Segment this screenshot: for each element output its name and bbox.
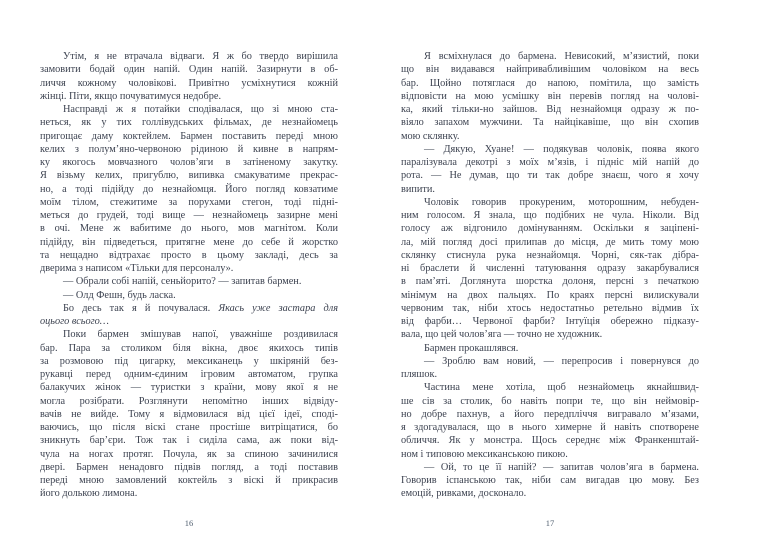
text-segment: ном і типовою мексиканською пикою. — [401, 448, 568, 460]
text-line — [40, 130, 338, 143]
text-segment: келих з полум’яно-червоною рідиною й кивне в напрям- — [40, 143, 338, 155]
text-line — [40, 434, 338, 447]
text-segment: зникнуть бар’єри. Тож так і сиділа сама, аж поки від- — [40, 435, 338, 447]
text-segment: що він видавався найпривабливішим чоловіком на весь — [401, 64, 699, 76]
text-line — [401, 302, 699, 315]
text-line — [401, 236, 699, 249]
text-line — [401, 421, 699, 434]
text-segment: — Дякую, Хуане! — подякував чоловік, поява якого — [424, 143, 699, 155]
text-segment: Утім, я не втрачала відваги. Я ж бо твердо вирішила — [63, 51, 338, 62]
text-line — [401, 156, 699, 169]
text-segment: випити. — [401, 183, 435, 195]
text-segment: в пам’яті. Доглянута шорстка долоня, персні з печаткою — [401, 276, 699, 288]
text-segment: голосу аж відгонило домінуванням. Оскільки я заціпені- — [401, 223, 699, 235]
text-segment: личчя кожному чоловікові. Привітно усміхнутися кожній — [40, 77, 338, 89]
text-line — [40, 183, 338, 196]
text-line — [401, 90, 699, 103]
text-segment: мінімум на двох пальцях. По краях персні вилискували — [401, 289, 699, 301]
text-line — [401, 434, 699, 447]
text-segment: склянку стиснула рука незнайомця. Чорні, сяк-так дібра- — [401, 249, 699, 261]
text-line — [401, 368, 699, 381]
text-line — [401, 381, 699, 394]
text-segment: дверима з написом «Тільки для персоналу». — [40, 263, 234, 274]
text-segment: емоцій, ривками, досконало. — [401, 488, 527, 500]
text-line — [40, 474, 338, 487]
text-line — [401, 355, 699, 368]
text-line — [40, 249, 338, 262]
text-line — [401, 77, 699, 90]
text-segment: — Олд Фешн, будь ласка. — [63, 289, 176, 301]
text-line — [40, 289, 338, 302]
text-segment: неться, як у тих голлівудських фільмах, де незнайомець — [40, 117, 338, 129]
text-line — [40, 169, 338, 182]
text-line — [401, 63, 699, 76]
text-segment: віяло запахом мужчини. Та найцікавіше, що він схопив — [401, 117, 699, 129]
text-line — [40, 355, 338, 368]
text-line — [40, 461, 338, 474]
text-segment: моїм тілом, стежитиме за порухами стегон, тоді підні- — [40, 196, 338, 208]
text-line — [401, 116, 699, 129]
text-line — [401, 169, 699, 182]
text-segment: рукавці перед одним-єдиним ігровим автоматом, групка — [40, 369, 338, 380]
text-line — [40, 209, 338, 222]
text-line — [401, 262, 699, 275]
text-segment: бар. Щойно потяглася до напою, помітила, що замість — [401, 77, 699, 89]
text-segment: ка, який тільки-но зайшов. Від незнайомця одразу ж по- — [401, 104, 699, 115]
text-line — [401, 130, 699, 143]
right-page-text — [401, 50, 699, 501]
text-segment: Я візьму келих, пригублю, випивка смакуватиме прекрас- — [40, 170, 338, 182]
text-segment: могла розібрати. Розглянути непомітно інших відвіду- — [40, 395, 338, 407]
text-line — [401, 289, 699, 302]
text-segment: та нещадно відтрахає просто в цьому закладі, десь за — [40, 249, 338, 261]
text-segment: переді мною замовлений коктейль з віскі й прикрасив — [40, 475, 338, 486]
text-segment: Говорив іспанською так, ніби сам вигадав цю мову. Без — [401, 475, 699, 486]
text-segment: відповісти на мою усмішку він перевів погляд на чолові- — [401, 90, 699, 102]
text-line — [401, 183, 699, 196]
text-line — [401, 196, 699, 209]
text-segment: Бармен прокашлявся. — [424, 342, 519, 354]
text-segment: — Обрали собі напій, сеньйорито? — запитав бармен. — [63, 276, 302, 288]
text-segment: від фарби… Червоної фарби? Інтуїція обережно підказу- — [401, 316, 699, 327]
text-line — [40, 368, 338, 381]
text-segment: мою склянку. — [401, 130, 460, 142]
text-segment: в очі. Мене ж вабитиме до нього, мов магнітом. Коли — [40, 223, 338, 235]
text-segment: ку якогось мовчазного чолов’яги в затіненому закутку. — [40, 157, 338, 168]
text-line — [40, 236, 338, 249]
text-line — [40, 381, 338, 394]
text-line — [40, 116, 338, 129]
text-line — [401, 50, 699, 63]
text-line — [40, 50, 338, 63]
text-segment-italic: оцього всього… — [40, 316, 109, 327]
text-segment: чула на ногах протяг. Почула, як за спиною зачинилися — [40, 448, 338, 460]
text-segment: ше сів за столик, бо навіть попри те, що він неймовір- — [401, 395, 699, 407]
text-line — [40, 448, 338, 461]
text-line — [40, 143, 338, 156]
text-line — [401, 395, 699, 408]
text-line — [401, 209, 699, 222]
text-segment: ла, мій погляд досі прилипав до місця, де мить тому мою — [401, 236, 699, 248]
text-segment: за розмовою під цигарку, мексиканець у шкіряній без- — [40, 355, 338, 367]
left-page-number: 16 — [184, 518, 194, 528]
text-segment: я здогадувалася, що в нього химерне й навіть спотворене — [401, 422, 699, 433]
right-page-number: 17 — [545, 518, 555, 528]
text-segment: — Зроблю вам новий, — перепросив і повернувся до — [424, 355, 699, 367]
text-segment: підійду, він підведеться, притягне мене до себе й жорстко — [40, 236, 338, 248]
text-segment: но добре пахнув, а його передпліччя вигравало м’язами, — [401, 408, 699, 420]
text-segment: жінці. Піти, якщо почуватимуся недобре. — [40, 90, 222, 102]
text-segment: ним голосом. Я знала, що подібних не чула. Ніколи. Від — [401, 210, 699, 221]
text-segment: Я всміхнулася до бармена. Невисокий, м’язистий, поки — [424, 51, 699, 62]
text-line — [40, 421, 338, 434]
text-segment: пригощає даму коктейлем. Бармен поставить переді мною — [40, 130, 338, 142]
text-line — [401, 222, 699, 235]
text-segment: Насправді ж я потайки сподівалася, що зі мною ста- — [63, 104, 338, 115]
text-line — [40, 275, 338, 288]
text-segment: бар. Пара за столиком біля вікна, двоє якихось типів — [40, 342, 338, 354]
text-segment: вачів не вийде. Тому я відмовилася від цієї ідеї, споді- — [40, 408, 338, 420]
text-line — [401, 474, 699, 487]
text-segment: обличчя. Як у монстра. Щось середнє між Франкенштай- — [401, 435, 699, 447]
text-line — [40, 222, 338, 235]
text-line — [401, 103, 699, 116]
text-segment: Частина мене хотіла, щоб незнайомець якнайшвид- — [424, 382, 699, 394]
text-segment: паралізувала декотрі з моїх м’язів, і підніс мій напій до — [401, 157, 699, 168]
text-line — [40, 63, 338, 76]
text-line — [40, 487, 338, 500]
text-line — [40, 103, 338, 116]
text-line — [40, 262, 338, 275]
text-line — [401, 143, 699, 156]
text-line — [401, 408, 699, 421]
text-line — [401, 487, 699, 500]
text-segment: ваючись, що після віскі стане простіше витріщатися, бо — [40, 422, 338, 433]
text-line — [40, 302, 338, 315]
text-line — [401, 461, 699, 474]
text-segment: його долькою лимона. — [40, 488, 138, 500]
text-line — [40, 395, 338, 408]
text-segment-italic: Якась уже застара для — [218, 302, 338, 314]
text-segment: вала, що цей чолов’яга — точно не художник. — [401, 329, 603, 341]
text-line — [40, 342, 338, 355]
text-line — [40, 328, 338, 341]
text-line — [401, 275, 699, 288]
text-segment: рота. — Не думав, що ти так добре знаєш, чого я хочу — [401, 170, 699, 182]
text-segment: Поки бармен змішував напої, уважніше роздивилася — [63, 329, 338, 341]
text-line — [401, 342, 699, 355]
text-line — [40, 90, 338, 103]
text-segment: — Ой, то це її напій? — запитав чолов’яга в бармена. — [424, 461, 699, 473]
text-line — [401, 315, 699, 328]
text-line — [401, 249, 699, 262]
text-segment: меться до грудей, тоді вище — незнайомець зазирне мені — [40, 210, 338, 221]
text-line — [40, 196, 338, 209]
text-segment: замовити бодай один напій. Один напій. Зазирнути в об- — [40, 64, 338, 76]
text-segment: червоним так, ніби хтось недостатньо ретельно відмив їх — [401, 302, 699, 314]
text-line — [40, 77, 338, 90]
text-line — [40, 408, 338, 421]
text-segment: пляшок. — [401, 369, 438, 380]
text-line — [401, 448, 699, 461]
left-page-text — [40, 50, 338, 501]
text-segment: Чоловік говорив прокуреним, моторошним, небуден- — [424, 196, 699, 208]
text-line — [40, 156, 338, 169]
text-segment: ні браслети й численні татуювання одразу закарбувалися — [401, 263, 699, 274]
text-segment: двері. Бармен ненадовго підвів погляд, а тоді поставив — [40, 461, 338, 473]
text-line — [40, 315, 338, 328]
text-segment: но, а тоді підійду до незнайомця. Його погляд ковзатиме — [40, 183, 338, 195]
text-segment: балакучих жінок — туристки з країни, мову якої я не — [40, 382, 338, 394]
text-line — [401, 328, 699, 341]
text-segment: Бо десь так я й почувалася. — [63, 302, 219, 314]
